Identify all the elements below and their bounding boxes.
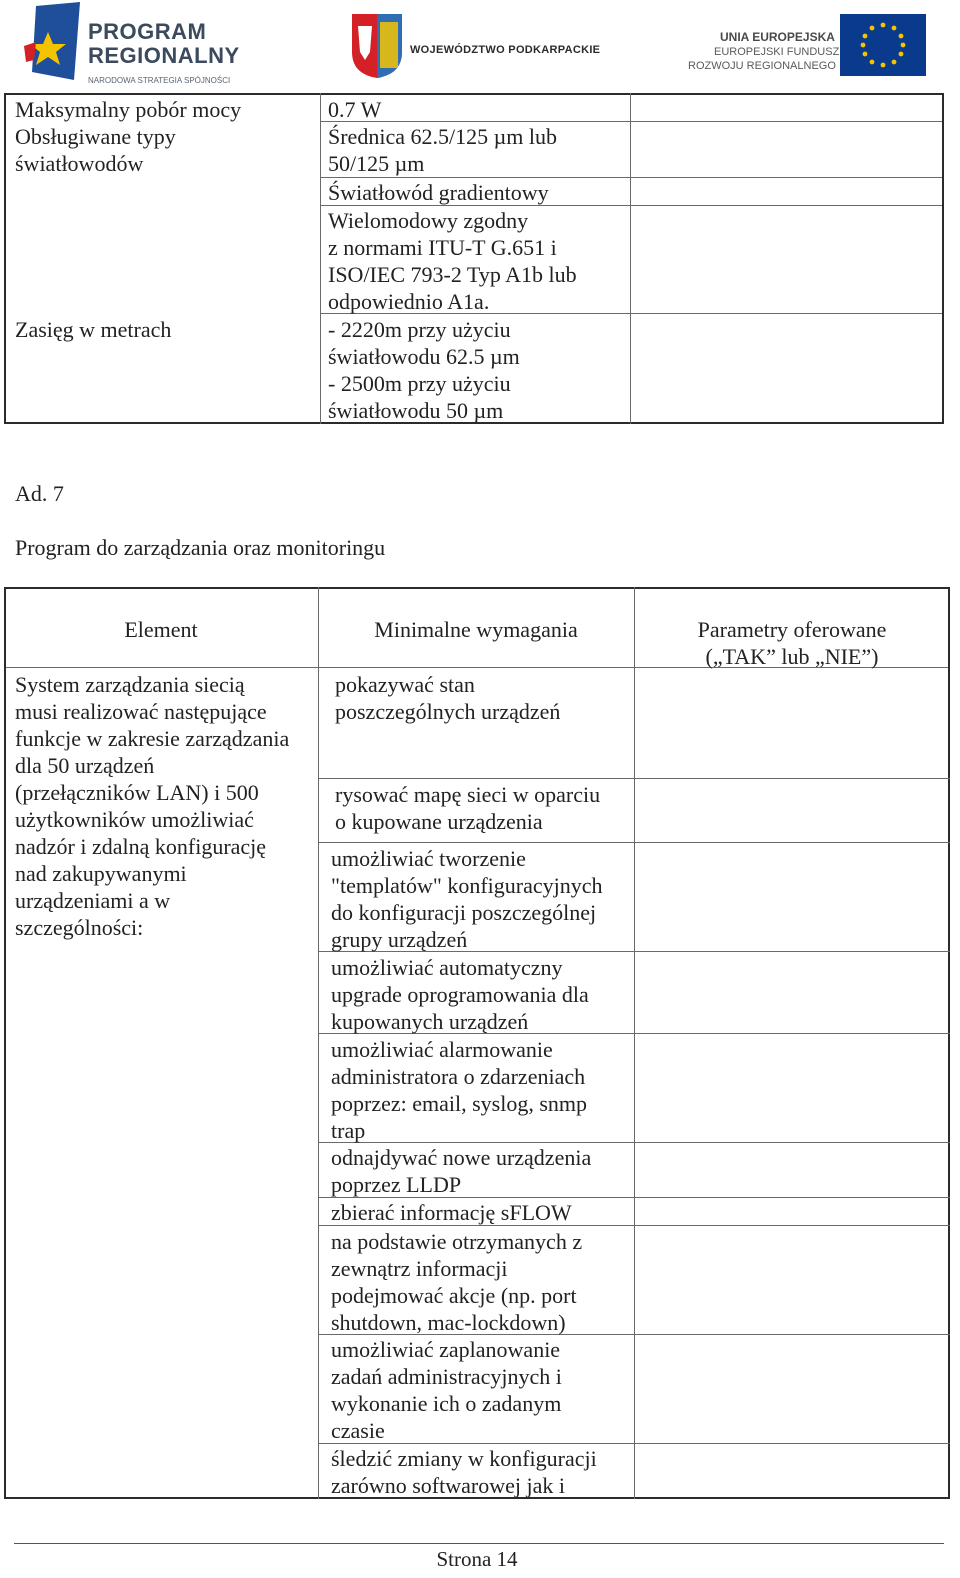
requirement-item: śledzić zmiany w konfiguracji zarówno softwarowej jak i — [331, 1446, 597, 1498]
star-flag-icon — [22, 2, 84, 84]
value-fiber-multimode: Wielomodowy zgodny z normami ITU-T G.651 i ISO/IEC 793-2 Typ A1b lub odpowiednio A1a. — [328, 208, 577, 314]
logo-pr-line3: NARODOWA STRATEGIA SPÓJNOŚCI — [88, 76, 231, 85]
requirement-item: na podstawie otrzymanych z zewnątrz informacji podejmować akcje (np. port shutdown, mac-lockdown) — [331, 1229, 583, 1335]
row-label-power: Maksymalny pobór mocy — [15, 97, 242, 122]
value-fiber-gradient: Światłowód gradientowy — [328, 180, 549, 205]
coat-of-arms-icon — [350, 12, 404, 80]
element-description: System zarządzania siecią musi realizować następujące funkcje w zakresie zarządzania dla 50 urządzeń (przełączników LAN) i 500 użytkowników umożliwiać nadzór i zdalną konfigurację nad zakupywanymi urządzeniami a w szczególności: — [15, 672, 290, 940]
logo-pr-line1: PROGRAM — [88, 19, 207, 44]
row-label-range: Zasięg w metrach — [15, 317, 172, 342]
eu-flag-icon — [840, 14, 926, 76]
section-title: Program do zarządzania oraz monitoringu — [15, 535, 386, 560]
section-heading: Ad. 7 — [15, 481, 64, 506]
wojewodztwo-logo — [348, 0, 618, 86]
requirement-item: umożliwiać zaplanowanie zadań administracyjnych i wykonanie ich o zadanym czasie — [331, 1337, 562, 1443]
requirement-item: umożliwiać alarmowanie administratora o zdarzeniach poprzez: email, syslog, snmp trap — [331, 1037, 588, 1143]
row-label-fiber-types: Obsługiwane typy światłowodów — [15, 124, 176, 176]
requirement-item: umożliwiać automatyczny upgrade oprogramowania dla kupowanych urządzeń — [331, 955, 589, 1034]
logo-ue-line2: EUROPEJSKI FUNDUSZ — [714, 46, 840, 58]
requirement-item: odnajdywać nowe urządzenia poprzez LLDP — [331, 1145, 592, 1197]
header-min-requirements: Minimalne wymagania — [374, 617, 578, 642]
footer-divider — [14, 1543, 944, 1544]
requirement-item: pokazywać stan poszczególnych urządzeń — [335, 672, 561, 724]
value-range: - 2220m przy użyciu światłowodu 62.5 µm - 2500m przy użyciu światłowodu 50 µm — [328, 317, 520, 423]
header-element: Element — [124, 617, 198, 642]
value-power: 0.7 W — [328, 97, 382, 122]
logo-ue-line1: UNIA EUROPEJSKA — [720, 30, 835, 44]
header-offered-params: Parametry oferowane („TAK” lub „NIE”) — [697, 617, 887, 669]
program-regionalny-logo — [18, 0, 268, 86]
value-fiber-diameter: Średnica 62.5/125 µm lub 50/125 µm — [328, 124, 557, 176]
requirement-item: rysować mapę sieci w oparciu o kupowane urządzenia — [335, 782, 601, 834]
requirement-item: umożliwiać tworzenie "templatów" konfiguracyjnych do konfiguracji poszczególnej grupy urządzeń — [331, 846, 603, 952]
page-number: Strona 14 — [436, 1547, 518, 1571]
unia-europejska-logo — [686, 0, 930, 86]
logo-ue-line3: ROZWOJU REGIONALNEGO — [688, 60, 836, 72]
logo-pr-line2: REGIONALNY — [88, 43, 240, 68]
requirement-item: zbierać informację sFLOW — [331, 1200, 572, 1225]
logo-pk-text: WOJEWÓDZTWO PODKARPACKIE — [410, 44, 601, 56]
